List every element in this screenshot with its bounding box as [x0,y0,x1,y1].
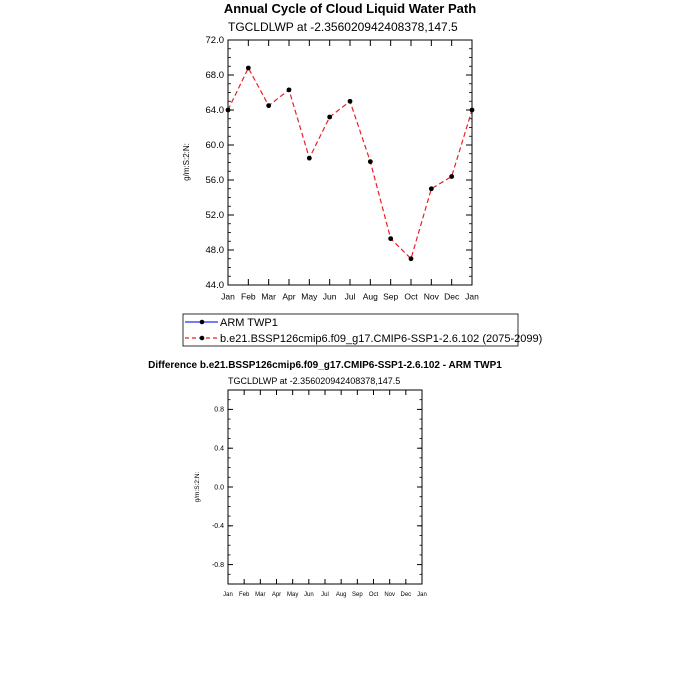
y-tick-label: 72.0 [205,35,224,47]
x-tick-label: Jun [322,291,337,302]
legend-marker-arm [200,320,205,325]
x-tick-label: Aug [335,592,347,598]
data-point [327,115,332,120]
x-axis-ticks [221,40,479,302]
diff-chart-subtitle: TGCLDLWP at -2.356020942408378,147.5 [228,376,401,386]
x-tick-label: Apr [271,592,282,598]
y-tick-label: 0.8 [214,406,224,414]
data-point [449,174,454,179]
series-layer [226,66,475,262]
data-point [226,108,231,113]
y-tick-label: 48.0 [205,245,224,257]
x-tick-label: Aug [362,291,378,302]
plot-frame [228,40,472,285]
data-point [429,186,434,191]
x-tick-label: Jan [417,592,427,598]
x-tick-label: Feb [241,291,256,302]
data-point [348,99,353,104]
data-point [368,159,373,164]
y-tick-label: 0.0 [214,484,224,492]
y-tick-label: 60.0 [205,140,224,152]
x-tick-label: May [286,592,299,598]
data-point [470,108,475,113]
y-tick-label: 0.4 [214,445,224,453]
y-tick-label: -0.8 [211,561,224,569]
x-tick-label: Nov [384,592,396,598]
data-point [266,103,271,108]
data-point [409,256,414,261]
diff-plot-frame [228,390,422,584]
x-tick-label: Sep [351,592,363,598]
x-tick-label: Apr [282,291,296,302]
y-tick-label: -0.4 [211,523,224,531]
legend-label-arm: ARM TWP1 [220,317,278,329]
x-tick-label: Oct [368,592,379,598]
data-point [287,87,292,92]
y-tick-label: 56.0 [205,175,224,187]
x-tick-label: Jul [321,592,329,598]
difference-chart [148,360,502,598]
y-tick-label: 64.0 [205,105,224,117]
x-tick-label: Feb [238,592,250,598]
annual-cycle-chart [182,1,479,302]
y-axis-label: g/m:S:2:N: [182,143,191,181]
x-tick-label: Nov [423,291,439,302]
x-tick-label: Oct [404,291,418,302]
diff-y-axis-ticks [212,390,422,584]
diff-chart-title: Difference b.e21.BSSP126cmip6.f09_g17.CMIP6-SSP1-2.6.102 - ARM TWP1 [148,360,502,371]
x-tick-label: Jan [221,291,235,302]
x-tick-label: Dec [444,291,460,302]
series-line [228,68,472,259]
x-tick-label: Sep [383,291,399,302]
chart-title: Annual Cycle of Cloud Liquid Water Path [223,1,477,16]
y-tick-label: 44.0 [205,280,224,292]
diff-x-axis-ticks [223,390,427,598]
x-tick-label: Jul [344,291,356,302]
x-tick-label: Dec [400,592,412,598]
data-point [388,236,393,241]
x-tick-label: Jan [223,592,233,598]
x-tick-label: Jan [465,291,479,302]
legend-marker-model [200,336,205,341]
data-point [307,156,312,161]
x-tick-label: Jun [303,592,314,598]
x-tick-label: Mar [261,291,276,302]
x-tick-label: Mar [255,592,266,598]
legend [183,314,542,346]
y-tick-label: 52.0 [205,210,224,222]
chart-subtitle: TGCLDLWP at -2.356020942408378,147.5 [228,20,458,34]
legend-label-model: b.e21.BSSP126cmip6.f09_g17.CMIP6-SSP1-2.6.102 (2075-2099) [220,333,543,345]
data-point [246,66,251,71]
diff-y-axis-label: g/m:S:2:N: [194,471,201,503]
x-tick-label: May [301,291,318,302]
y-tick-label: 68.0 [205,70,224,82]
